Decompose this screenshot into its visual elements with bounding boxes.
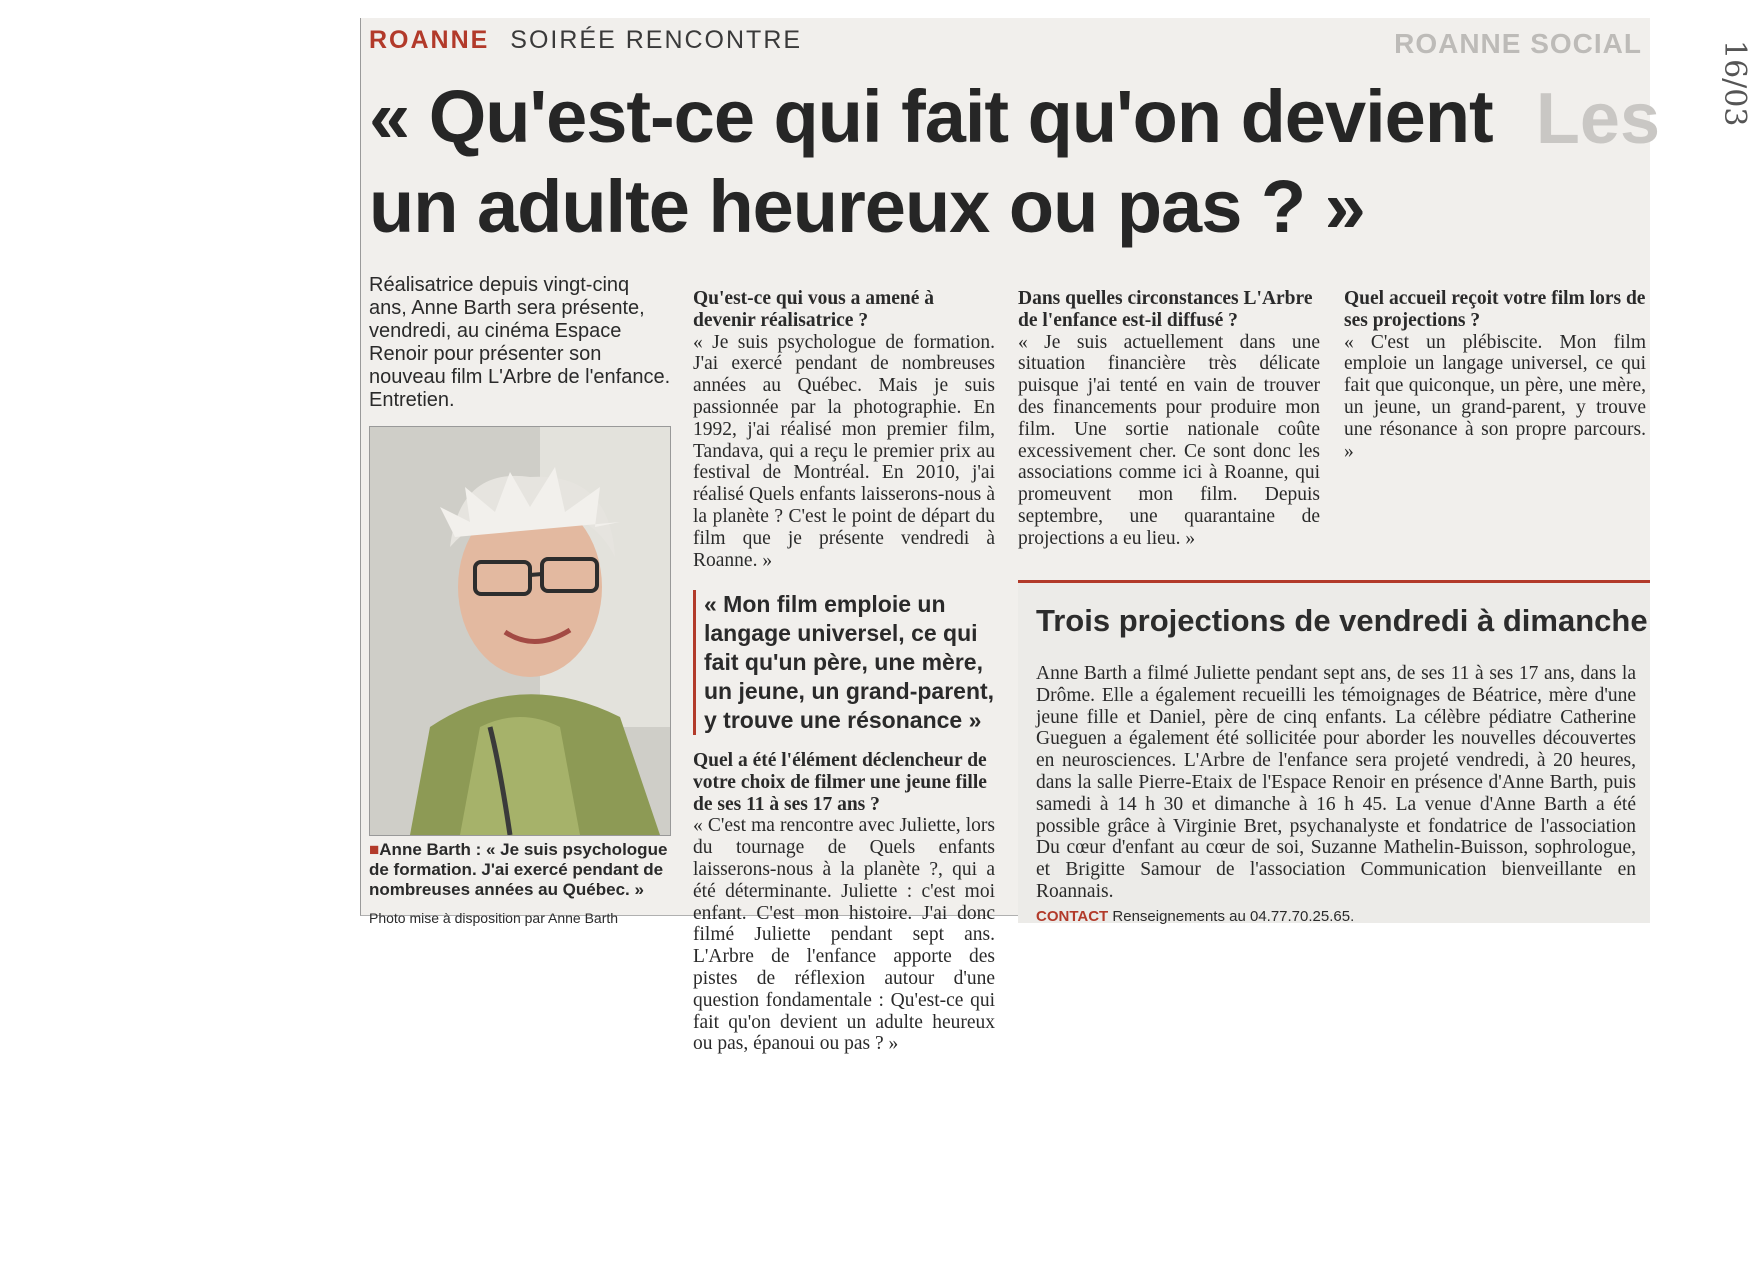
info-box-title: Trois projections de vendredi à dimanche [1036, 603, 1648, 638]
bleed-through-header: ROANNE SOCIAL [1394, 28, 1642, 59]
question-3: Dans quelles circonstances L'Arbre de l'enfance est-il diffusé ? [1018, 288, 1313, 331]
kicker-rubric: SOIRÉE RENCONTRE [510, 26, 803, 54]
portrait-photo [369, 426, 671, 836]
contact-label: CONTACT [1036, 907, 1109, 925]
contact-text: Renseignements au 04.77.70.25.65. [1112, 907, 1355, 925]
answer-1: « Je suis psychologue de formation. J'ai exercé pendant de nombreuses années au Québec. Mais je suis passionnée par la photographie. En 1992, j'ai réalisé mon premier film, Tandava, qui a reçu le premier prix au festival de Montréal. En 2010, j'ai réalisé Quels enfants laisserons-nous à la planète ? C'est le point de départ du film que je présente vendredi à Roanne. » [693, 331, 995, 571]
photo-caption-text: Anne Barth : « Je suis psychologue de formation. J'ai exercé pendant de nombreuses années au Québec. » [369, 840, 668, 899]
article-column-2b [693, 750, 995, 1055]
info-box-text [1036, 663, 1636, 928]
info-box [1018, 580, 1650, 923]
article-kicker [369, 26, 802, 55]
article-column-3 [1018, 288, 1320, 550]
bleed-through-title: Les [1535, 79, 1660, 159]
photo-credit: Photo mise à disposition par Anne Barth [369, 910, 619, 926]
answer-4: « C'est un plébiscite. Mon film emploie un langage universel, ce qui fait que quiconque, un père, une mère, un jeune, un grand-parent, y trouve une résonance à son propre parcours. » [1344, 331, 1646, 462]
newspaper-clipping [360, 18, 1660, 1055]
photo-caption [369, 840, 674, 900]
question-2: Quel a été l'élément déclencheur de votre choix de filmer une jeune fille de ses 11 à ses 17 ans ? [693, 750, 987, 815]
question-1: Qu'est-ce qui vous a amené à devenir réalisatrice ? [693, 288, 935, 331]
article-column-2 [693, 288, 995, 571]
article-intro: Réalisatrice depuis vingt-cinq ans, Anne Barth sera présente, vendredi, au cinéma Espace Renoir pour présenter son nouveau film L'Arbre de l'enfance. Entretien. [369, 274, 671, 411]
article-column-4 [1344, 288, 1646, 462]
info-box-body: Anne Barth a filmé Juliette pendant sept ans, de ses 11 à ses 17 ans, dans la Drôme. Elle a également recueilli les témoignages de Béatrice, mère d'une jeune fille et Daniel, père de cinq enfants. La célèbre pédiatre Catherine Gueguen a également été sollicitée pour aborder les nouvelles découvertes en neurosciences. L'Arbre de l'enfance sera projeté vendredi, à 20 heures, dans la salle Pierre-Etaix de l'Espace Renoir en présence d'Anne Barth, puis samedi à 14 h 30 et dimanche à 16 h 45. La venue d'Anne Barth a été possible grâce à Virginie Bret, psychanalyste et fondatrice de l'association Du cœur d'enfant au cœur de soi, Suzanne Mathelin-Buisson, sophrologue, et Brigitte Samour de l'association Communication bienveillante en Roannais. [1036, 663, 1636, 902]
question-4: Quel accueil reçoit votre film lors de ses projections ? [1344, 288, 1646, 331]
contact-line [1036, 906, 1636, 928]
answer-3: « Je suis actuellement dans une situation financière très délicate puisque j'ai tenté en vain de trouver des financements pour produire mon film. Une sortie nationale coûte excessivement cher. Ce sont donc les associations comme ici à Roanne, qui promeuvent mon film. Depuis septembre, une quarantaine de projections a eu lieu. » [1018, 331, 1320, 549]
kicker-location: ROANNE [369, 26, 490, 54]
handwritten-date: 16/03 [1717, 40, 1752, 127]
pull-quote: « Mon film emploie un langage universel, ce qui fait qu'un père, une mère, un jeune, un grand-parent, y trouve une résonance » [693, 590, 1009, 735]
answer-2: « C'est ma rencontre avec Juliette, lors du tournage de Quels enfants laisserons-nous à la planète ?, qui a été déterminante. Juliette : c'est moi enfant. C'est mon histoire. J'ai donc filmé Juliette pendant sept ans. L'Arbre de l'enfance apporte des pistes de réflexion autour d'une question fondamentale : Qu'est-ce qui fait qu'on devient un adulte heureux ou pas, épanoui ou pas ? » [693, 815, 995, 1055]
portrait-illustration [370, 427, 670, 835]
article-headline: « Qu'est-ce qui fait qu'on devient un adulte heureux ou pas ? » [369, 75, 1493, 248]
caption-square-icon: ■ [369, 840, 380, 859]
